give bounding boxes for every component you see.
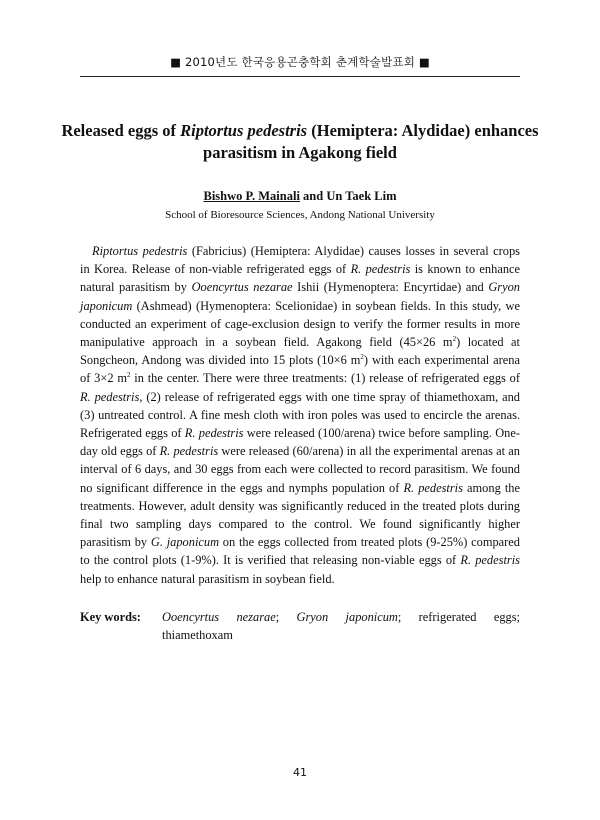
title-part-2: (Hemiptera: Alydidae) enhances parasitism in Agakong field [203,121,539,162]
abstract-span: Riptortus pedestris [92,244,188,258]
abstract-span: R. pedestris [184,426,244,441]
abstract-span: ) located at Songcheon, Andong was divided into 15 plots (10×6 m [80,335,521,368]
abstract-span: (Ashmead) (Hymenoptera: Scelionidae) in soybean fields. In this study, we conducted an experiment of cage-exclusion design to verify the former results in more manipulative approach in a soybean field. Agakong field (45×26 m [80,298,520,350]
abstract-span: Ooencyrtus nezarae [191,280,293,295]
authors [0,189,600,204]
abstract-span: is known to enhance natural parasitism by [80,262,521,295]
abstract-span: Gryon japonicum [80,280,521,313]
superscript: 2 [452,334,457,343]
author-second: Un Taek Lim [326,189,397,203]
page-number: 41 [293,766,307,779]
abstract-span: R. pedestris [159,444,219,459]
abstract-span: R. pedestris [403,480,463,495]
title-species: Riptortus pedestris [180,121,308,140]
abstract-span: (Fabricius) (Hemiptera: Alydidae) causes losses in several crops in Korea. Release of non-viable refrigerated eggs of [80,244,520,277]
abstract-span: R. pedestris [350,262,411,277]
abstract-span: in the center. There were three treatments: (1) release of refrigerated eggs of [130,371,520,386]
keywords-label: Key words: [80,610,141,624]
author-first: Bishwo P. Mainali [203,189,300,203]
superscript: 2 [126,371,131,380]
title-part-1: Released eggs of [61,121,181,140]
paper-title [60,120,540,164]
keyword: ; refrigerated eggs; thiamethoxam [162,610,520,642]
abstract-span: were released (100/arena) twice before sampling. One-day old eggs of [80,426,520,459]
header-rule [80,76,520,77]
abstract-span: ) with each experimental arena of 3×2 m [80,353,520,386]
keyword: Gryon japonicum [296,610,398,624]
author-separator: and [299,189,327,203]
abstract-span: help to enhance natural parasitism in soybean field. [80,571,335,586]
abstract-span: Ishii (Hymenoptera: Encyrtidae) and [292,280,489,295]
affiliation: School of Bioresource Sciences, Andong National University [165,209,435,221]
keywords-list [162,608,520,644]
abstract-span: R. pedestris [460,553,520,568]
keyword: Ooencyrtus nezarae [162,610,276,624]
abstract-span: on the eggs collected from treated plots (9-25%) compared to the control plots (1-9%). It is verified that releasing non-viable eggs of [80,535,521,568]
abstract-span: were released (60/arena) in all the experimental arenas at an interval of 6 days, and 30 eggs from each were collected to record parasitism. We found no significant difference in the eggs and nymphs population of [80,444,520,495]
conference-header: ■ 2010년도 한국응용곤충학회 춘계학술발표회 ■ [170,55,430,69]
abstract-span: among the treatments. However, adult density was significantly reduced in the treated plots during final two sampling days compared to the control. We found significantly higher parasitism by [80,480,520,550]
abstract-span: , (2) release of refrigerated eggs with one time spray of thiamethoxam, and (3) untreated control. A fine mesh cloth with iron poles was used to encircle the arenas. Refrigerated eggs of [80,389,520,441]
abstract [80,242,520,588]
keyword-separator: ; [275,610,297,624]
abstract-span: R. pedestris [80,389,140,404]
superscript: 2 [360,353,364,362]
abstract-span: G. japonicum [150,535,220,550]
keywords [80,608,520,644]
